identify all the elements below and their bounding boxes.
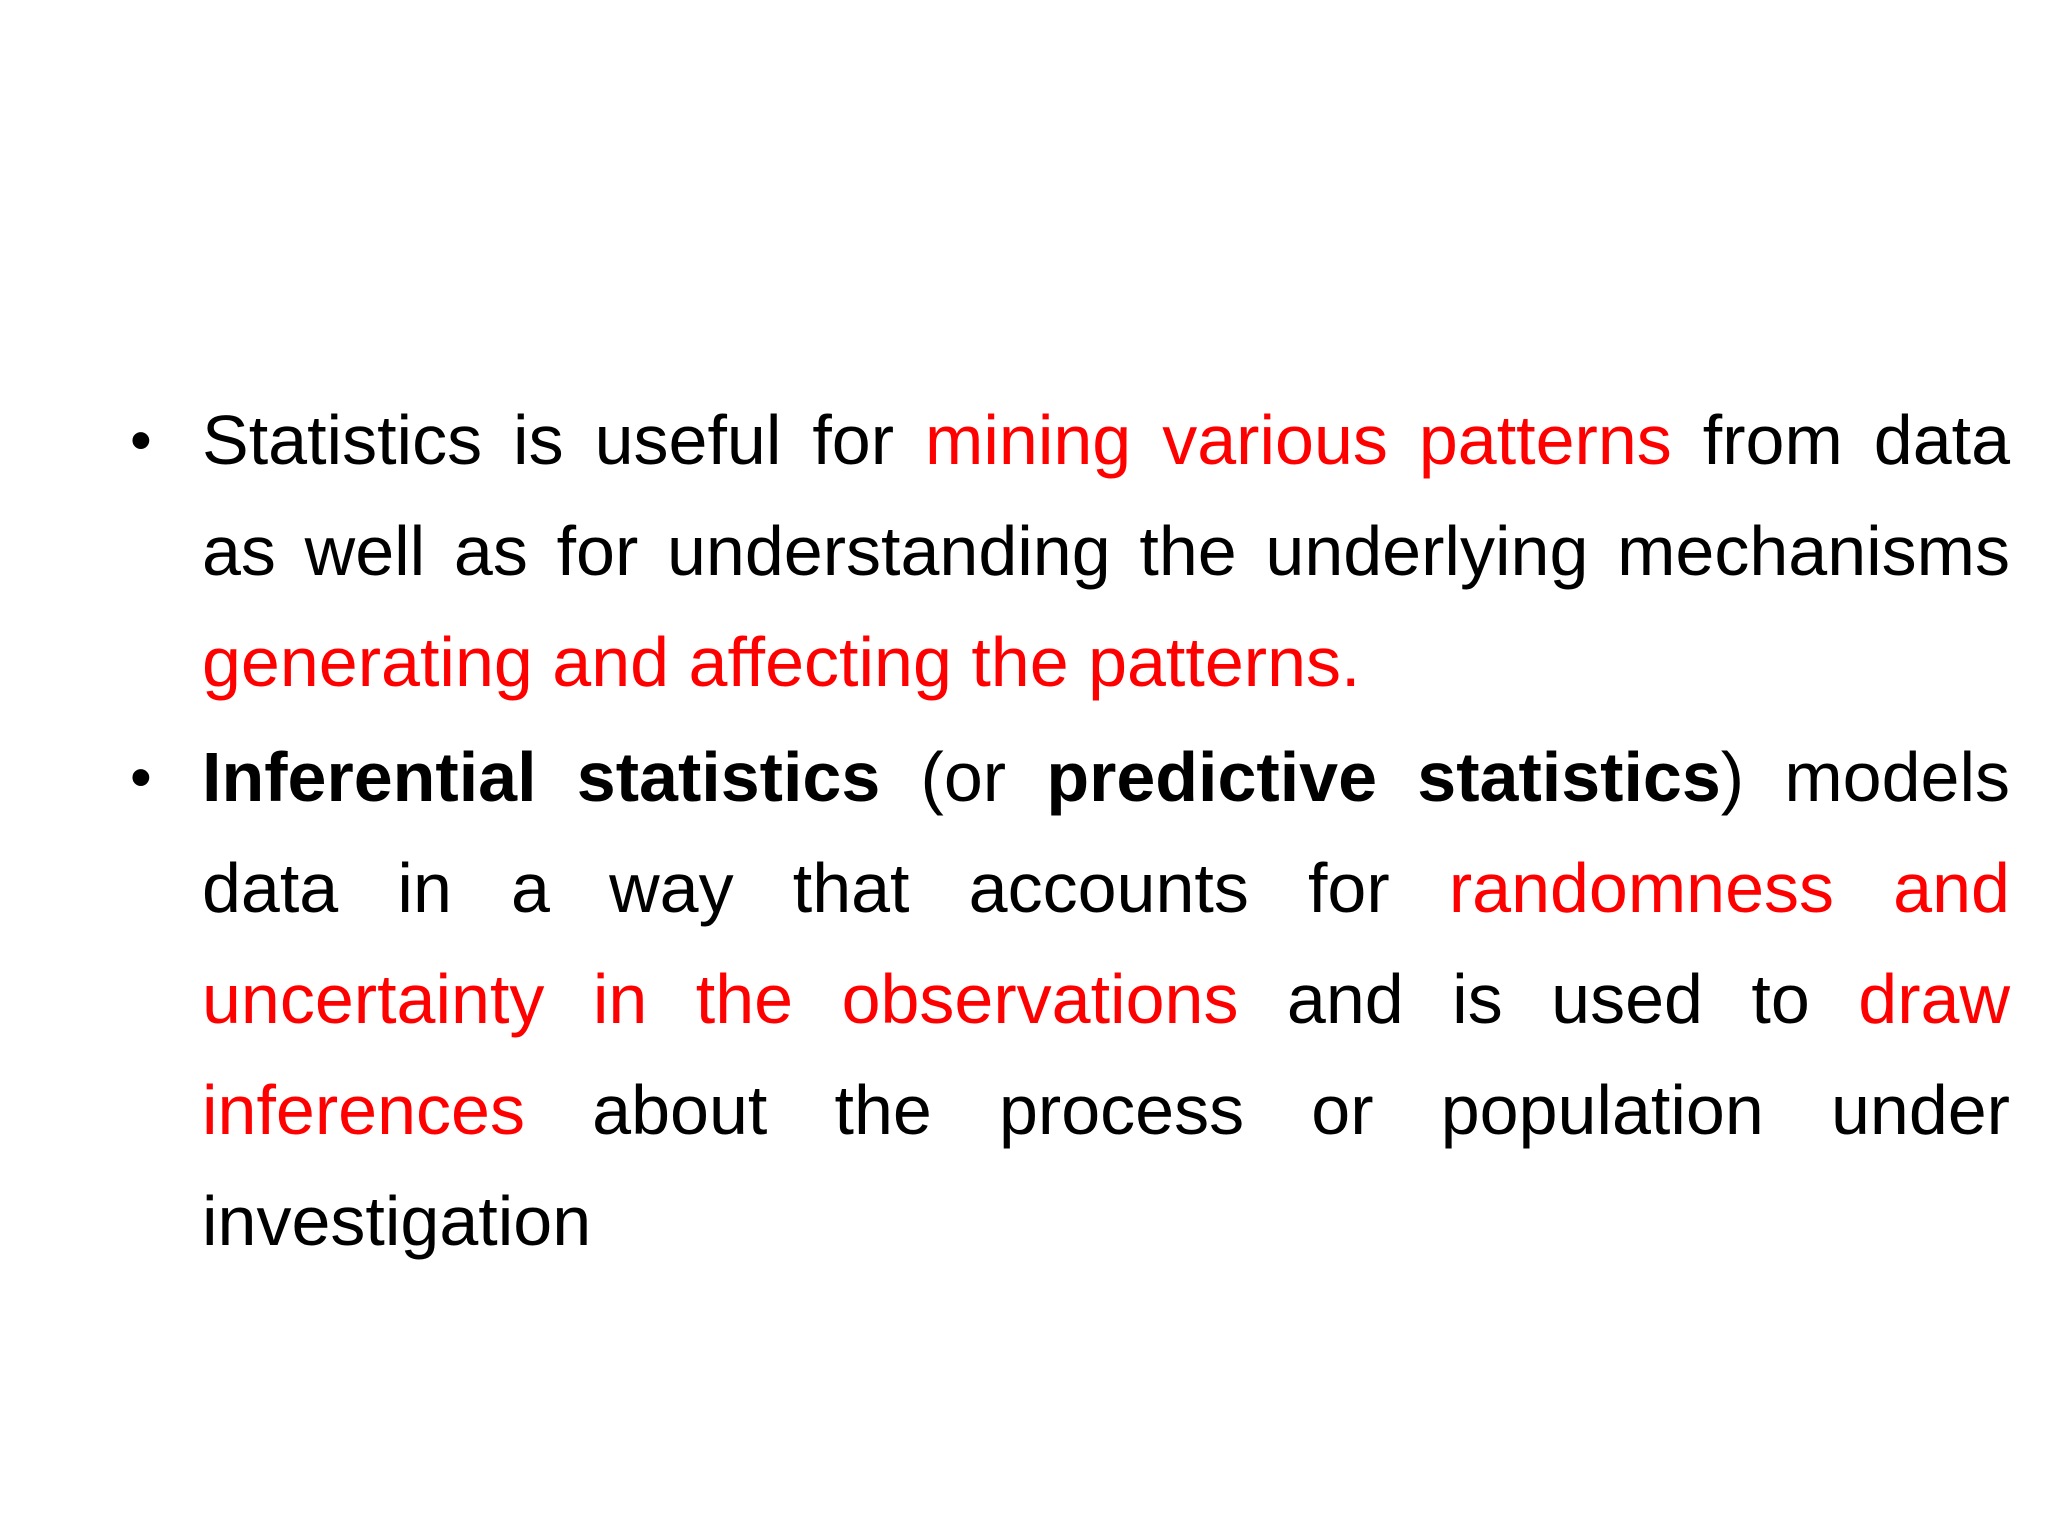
text-segment: ) models data in a way that accounts for	[202, 738, 2011, 927]
bullet-dot-icon: •	[130, 406, 152, 475]
bold-term: predictive statistics	[1046, 738, 1721, 816]
bullet-item-inferential-statistics	[122, 722, 2010, 1277]
bullet-list	[122, 385, 2010, 1281]
text-segment: from data as well as for understanding the underlying mechanisms	[202, 401, 2010, 590]
text-segment: about the process or population under investigation	[202, 1071, 2010, 1260]
bullet-dot-icon: •	[130, 743, 152, 812]
highlight-segment: generating and affecting the patterns.	[202, 623, 1361, 701]
text-segment: and is used to	[1238, 960, 1859, 1038]
highlight-segment: mining various patterns	[925, 401, 1672, 479]
bold-term: Inferential statistics	[202, 738, 881, 816]
highlight-segment: draw inferences	[202, 960, 2010, 1149]
highlight-segment: randomness and uncertainty in the observations	[202, 849, 2010, 1038]
bullet-item-statistics-usefulness	[122, 385, 2010, 718]
text-segment: (or	[880, 738, 1047, 816]
text-segment: Statistics is useful for	[202, 401, 926, 479]
